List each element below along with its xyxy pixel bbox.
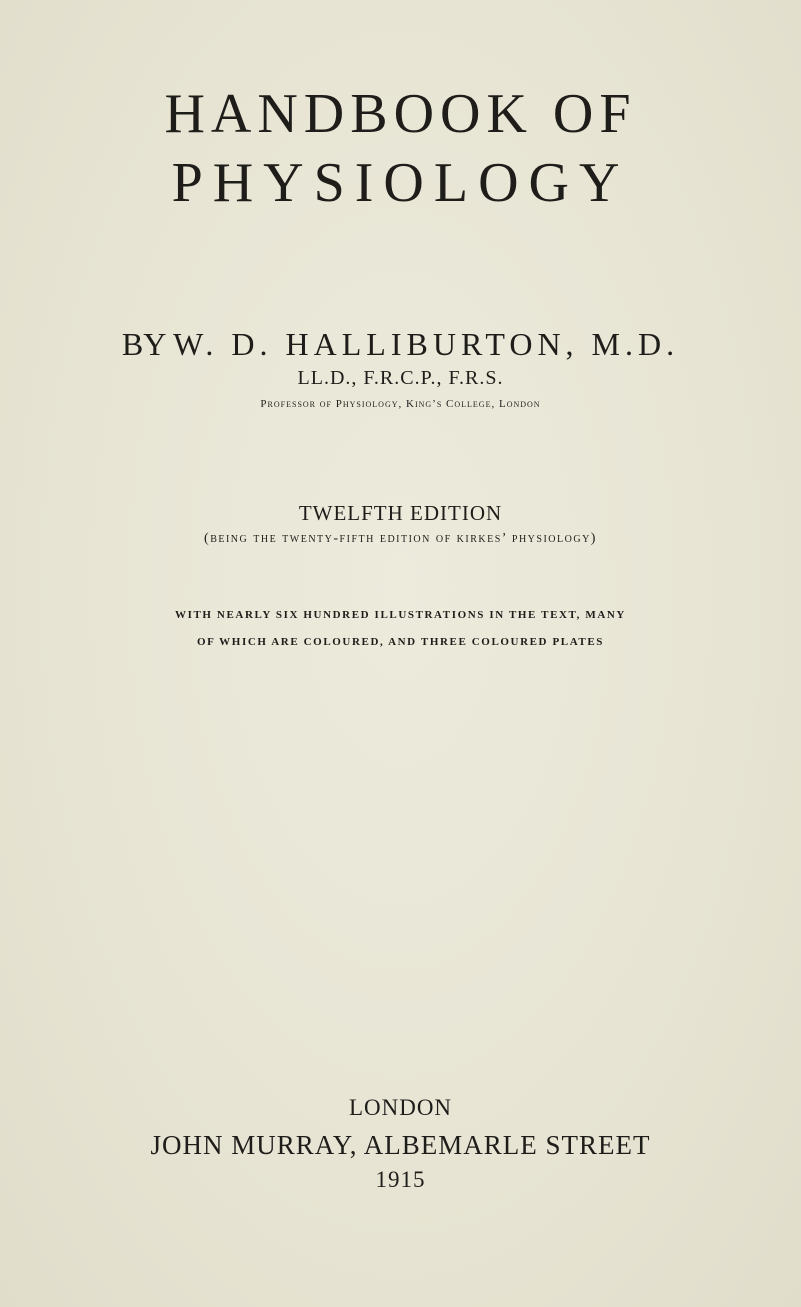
illustrations-note-line-2: OF WHICH ARE COLOURED, AND THREE COLOURED PLATES [196,636,605,648]
author-name: W. D. HALLIBURTON, M.D. [173,326,680,362]
edition-label: TWELFTH EDITION [298,501,503,525]
book-title-line-1: HANDBOOK OF [164,83,637,145]
edition-note: (being the twenty-fifth edition of kirkes’ physiology) [204,531,597,546]
imprint-publisher: JOHN MURRAY, ALBEMARLE STREET [150,1130,651,1160]
book-title-line-2: PHYSIOLOGY [171,152,630,214]
by-label: BY [121,326,166,362]
author-position: Professor of Physiology, King’s College, London [260,398,541,410]
imprint-year: 1915 [375,1167,426,1192]
illustrations-note-line-1: WITH NEARLY SIX HUNDRED ILLUSTRATIONS IN THE TEXT, MANY [175,609,626,621]
imprint-place: LONDON [348,1095,453,1120]
author-degrees: LL.D., F.R.C.P., F.R.S. [297,367,504,389]
author-line [0,328,801,360]
